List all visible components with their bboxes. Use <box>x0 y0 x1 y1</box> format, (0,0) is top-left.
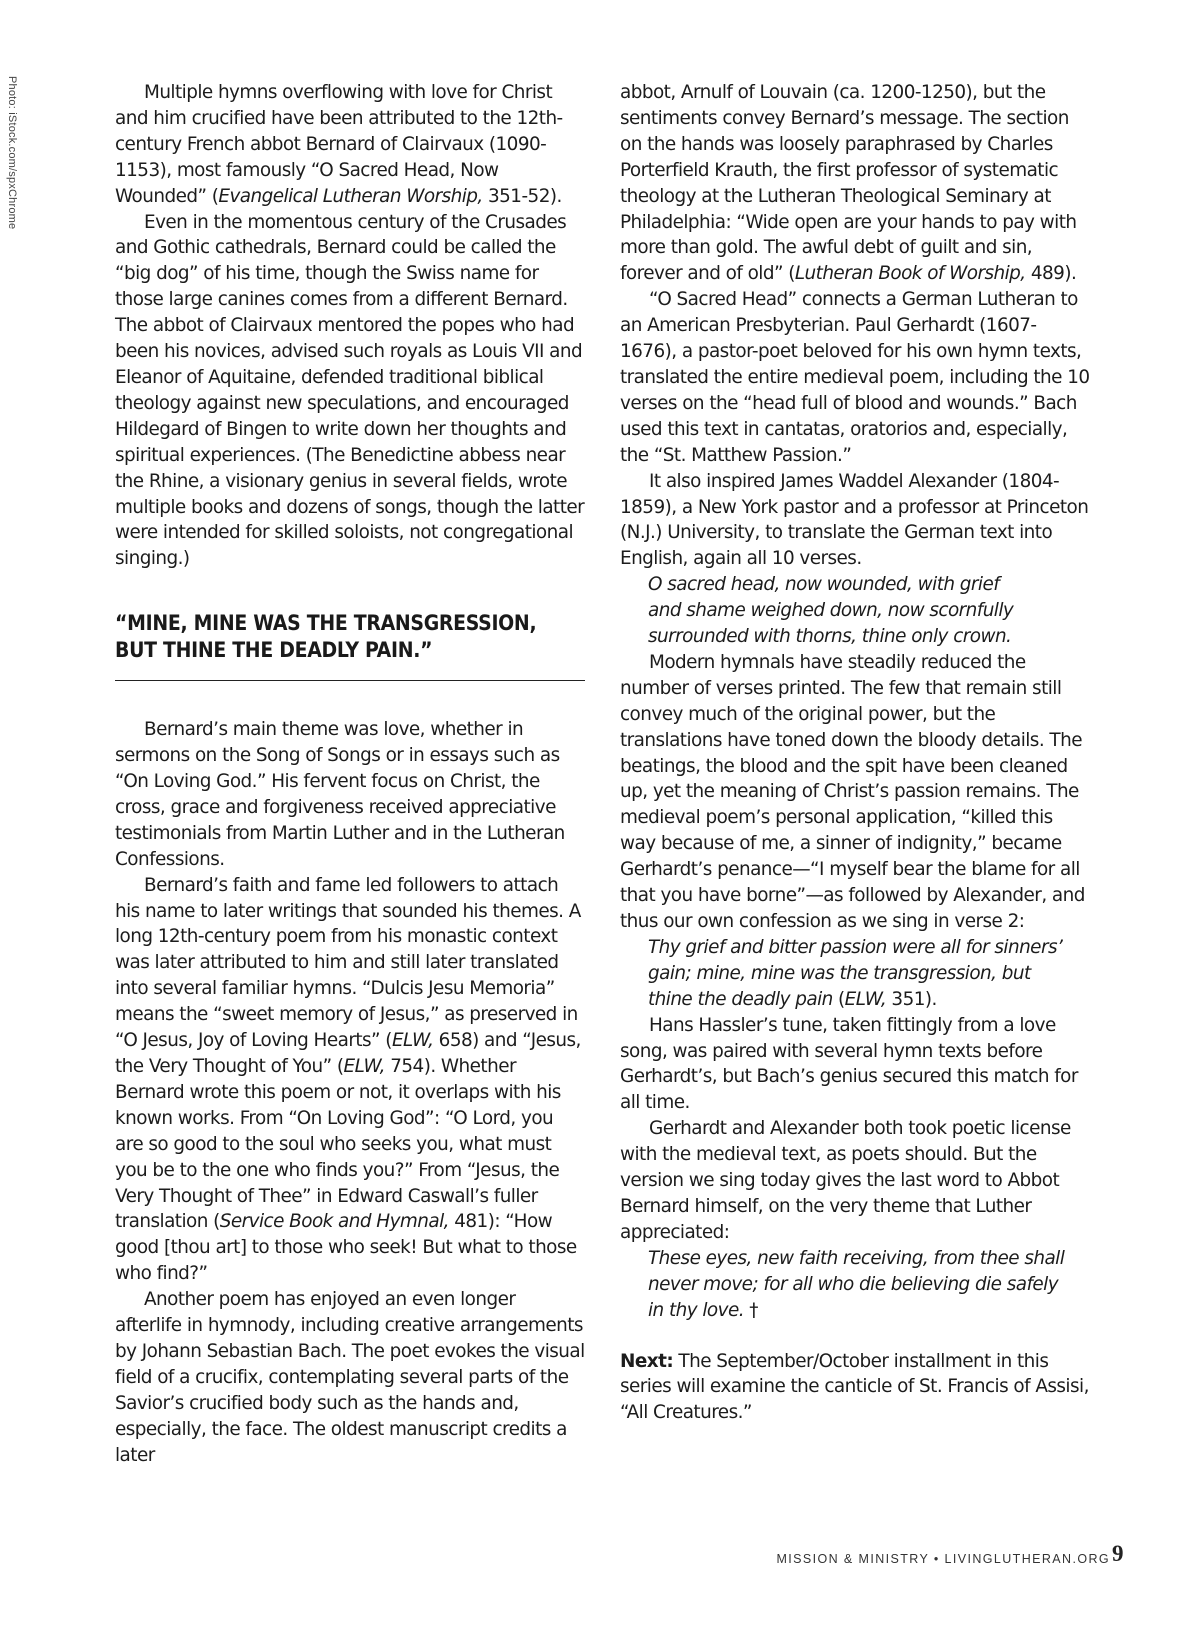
verse-line: Thy grief and bitter passion were all for sinners’ <box>648 936 1063 958</box>
hymn-verse <box>620 572 1090 650</box>
verse-text: thine the deadly pain <box>648 988 833 1010</box>
paragraph: It also inspired James Waddel Alexander (1804-1859), a New York pastor and a professor at Princeton (N.J.) University, to translate the German text into English, again all 10 verses. <box>620 470 1089 570</box>
next-text: The September/October installment in this series will examine the canticle of St. Francis of Assisi, “All Creatures.” <box>620 1350 1089 1424</box>
paragraph: “O Sacred Head” connects a German Lutheran to an American Presbyterian. Paul Gerhardt (1607-1676), a pastor-poet beloved for his own hymn texts, translated the entire medieval poem, including the 10 verses on the “head full of blood and wounds.” Bach used this text in cantatas, oratorios and, especially, the “St. Matthew Passion.” <box>620 289 1090 466</box>
hymn-verse <box>620 935 1090 1013</box>
verse-text: ( <box>832 988 845 1010</box>
book-title: Service Book and Hymnal, <box>219 1211 449 1233</box>
paragraph-text: 754). Whether Bernard wrote this poem or not, it overlaps with his known works. From “On Loving God”: “O Lord, you are so good to the soul who seeks you, what must you be to the one who finds you?” From “Jesus, the Very Thought of Thee” in Edward Caswall’s fuller translation ( <box>115 1056 561 1233</box>
paragraph <box>620 80 1090 287</box>
paragraph: Another poem has enjoyed an even longer afterlife in hymnody, including creative arrangements by Johann Sebastian Bach. The poet evokes the visual field of a crucifix, contemplating several parts of the Savior’s crucified body such as the hands and, especially, the face. The oldest manuscript credits a later <box>115 1289 585 1466</box>
verse-line: surrounded with thorns, thine only crown. <box>648 626 1012 648</box>
next-label: Next: <box>620 1350 674 1372</box>
photo-credit: Photo: iStock.com/spxChrome <box>6 76 18 230</box>
verse-line: gain; mine, mine was the transgression, but <box>648 962 1031 984</box>
paragraph-text: Bernard’s faith and fame led followers to attach his name to later writings that sounded his themes. A long 12th-century poem from his monastic context was later attributed to him and still later translated into several familiar hymns. “Dulcis Jesu Memoria” means the “sweet memory of Jesus,” as preserved in “O Jesus, Joy of Loving Hearts” ( <box>115 874 581 1052</box>
paragraph-text: 351-52). <box>482 185 562 207</box>
book-title: ELW, <box>391 1030 434 1052</box>
verse-line: never move; for all who die believing die safely <box>648 1273 1059 1295</box>
pull-quote-line: “MINE, MINE WAS THE TRANSGRESSION, <box>115 611 537 636</box>
paragraph: Modern hymnals have steadily reduced the number of verses printed. The few that remain still convey much of the original power, but the translations have toned down the bloody details. The beatings, the blood and the spit have been cleaned up, yet the meaning of Christ’s passion remains. The medieval poem’s personal application, “killed this way because of me, a sinner of indignity,” became Gerhardt’s penance—“I myself bear the blame for all that you have borne”—as followed by Alexander, and thus our own confession as we sing in verse 2: <box>620 651 1085 932</box>
verse-line <box>648 1298 1090 1324</box>
verse-line <box>648 987 1090 1013</box>
next-installment-note <box>620 1349 1090 1427</box>
paragraph <box>115 80 585 210</box>
paragraph: Bernard’s main theme was love, whether in sermons on the Song of Songs or in essays such as “On Loving God.” His fervent focus on Christ, the cross, grace and forgiveness received appreciative testimonials from Martin Luther and in the Lutheran Confessions. <box>115 719 565 870</box>
paragraph: Hans Hassler’s tune, taken fittingly from a love song, was paired with several hymn texts before Gerhardt’s, but Bach’s genius secured this match for all time. <box>620 1014 1078 1114</box>
verse-text: in thy love. <box>648 1299 745 1321</box>
verse-line: These eyes, new faith receiving, from thee shall <box>648 1247 1065 1269</box>
paragraph <box>115 873 585 1288</box>
book-title: Lutheran Book of Worship, <box>794 263 1026 285</box>
verse-line: O sacred head, now wounded, with grief <box>648 574 1000 596</box>
paragraph-text: Multiple hymns overflowing with love for Christ and him crucified have been attributed to the 12th-century French abbot Bernard of Clairvaux (1090-1153), most famously “O Sacred Head, Now Wounded” ( <box>115 82 563 207</box>
page-number: 9 <box>1112 1541 1124 1566</box>
verse-line: and shame weighed down, now scornfully <box>648 600 1014 622</box>
right-column <box>620 80 1090 1426</box>
left-column <box>115 80 585 1469</box>
pull-quote-line: BUT THINE THE DEADLY PAIN.” <box>115 638 433 663</box>
verse-text: 351). <box>886 988 937 1010</box>
paragraph: Even in the momentous century of the Crusades and Gothic cathedrals, Bernard could be called the “big dog” of his time, though the Swiss name for those large canines comes from a different Bernard. The abbot of Clairvaux mentored the popes who had been his novices, advised such royals as Louis VII and Eleanor of Aquitaine, defended traditional biblical theology against new speculations, and encouraged Hildegard of Bingen to write down her thoughts and spiritual experiences. (The Benedictine abbess near the Rhine, a visionary genius in several fields, wrote multiple books and dozens of songs, though the latter were intended for skilled soloists, not congregational singing.) <box>115 211 585 570</box>
paragraph-text: 481): “How good [thou art] to those who seek! But what to those who find?” <box>115 1211 577 1285</box>
paragraph-text: abbot, Arnulf of Louvain (ca. 1200-1250), but the sentiments convey Bernard’s message. The section on the hands was loosely paraphrased by Charles Porterfield Krauth, the first professor of systematic theology at the Lutheran Theological Seminary at Philadelphia: “Wide open are your hands to pay with more than gold. The awful debt of guilt and sin, forever and of old” ( <box>620 82 1077 285</box>
end-mark-icon: † <box>744 1299 758 1321</box>
pull-quote <box>115 610 585 681</box>
paragraph-text: 489). <box>1025 263 1077 285</box>
footer-section-label: MISSION & MINISTRY • LIVINGLUTHERAN.ORG <box>776 1552 1110 1566</box>
paragraph-text: 658) and “Jesus, the Very Thought of You” ( <box>115 1030 581 1077</box>
hymn-verse <box>620 1246 1090 1324</box>
book-title: ELW, <box>844 988 887 1010</box>
paragraph: Gerhardt and Alexander both took poetic license with the medieval text, as poets should. But the version we sing today gives the last word to Abbot Bernard himself, on the very theme that Luther appreciated: <box>620 1118 1071 1243</box>
book-title: ELW, <box>343 1056 385 1077</box>
book-title: Evangelical Lutheran Worship, <box>218 185 483 207</box>
